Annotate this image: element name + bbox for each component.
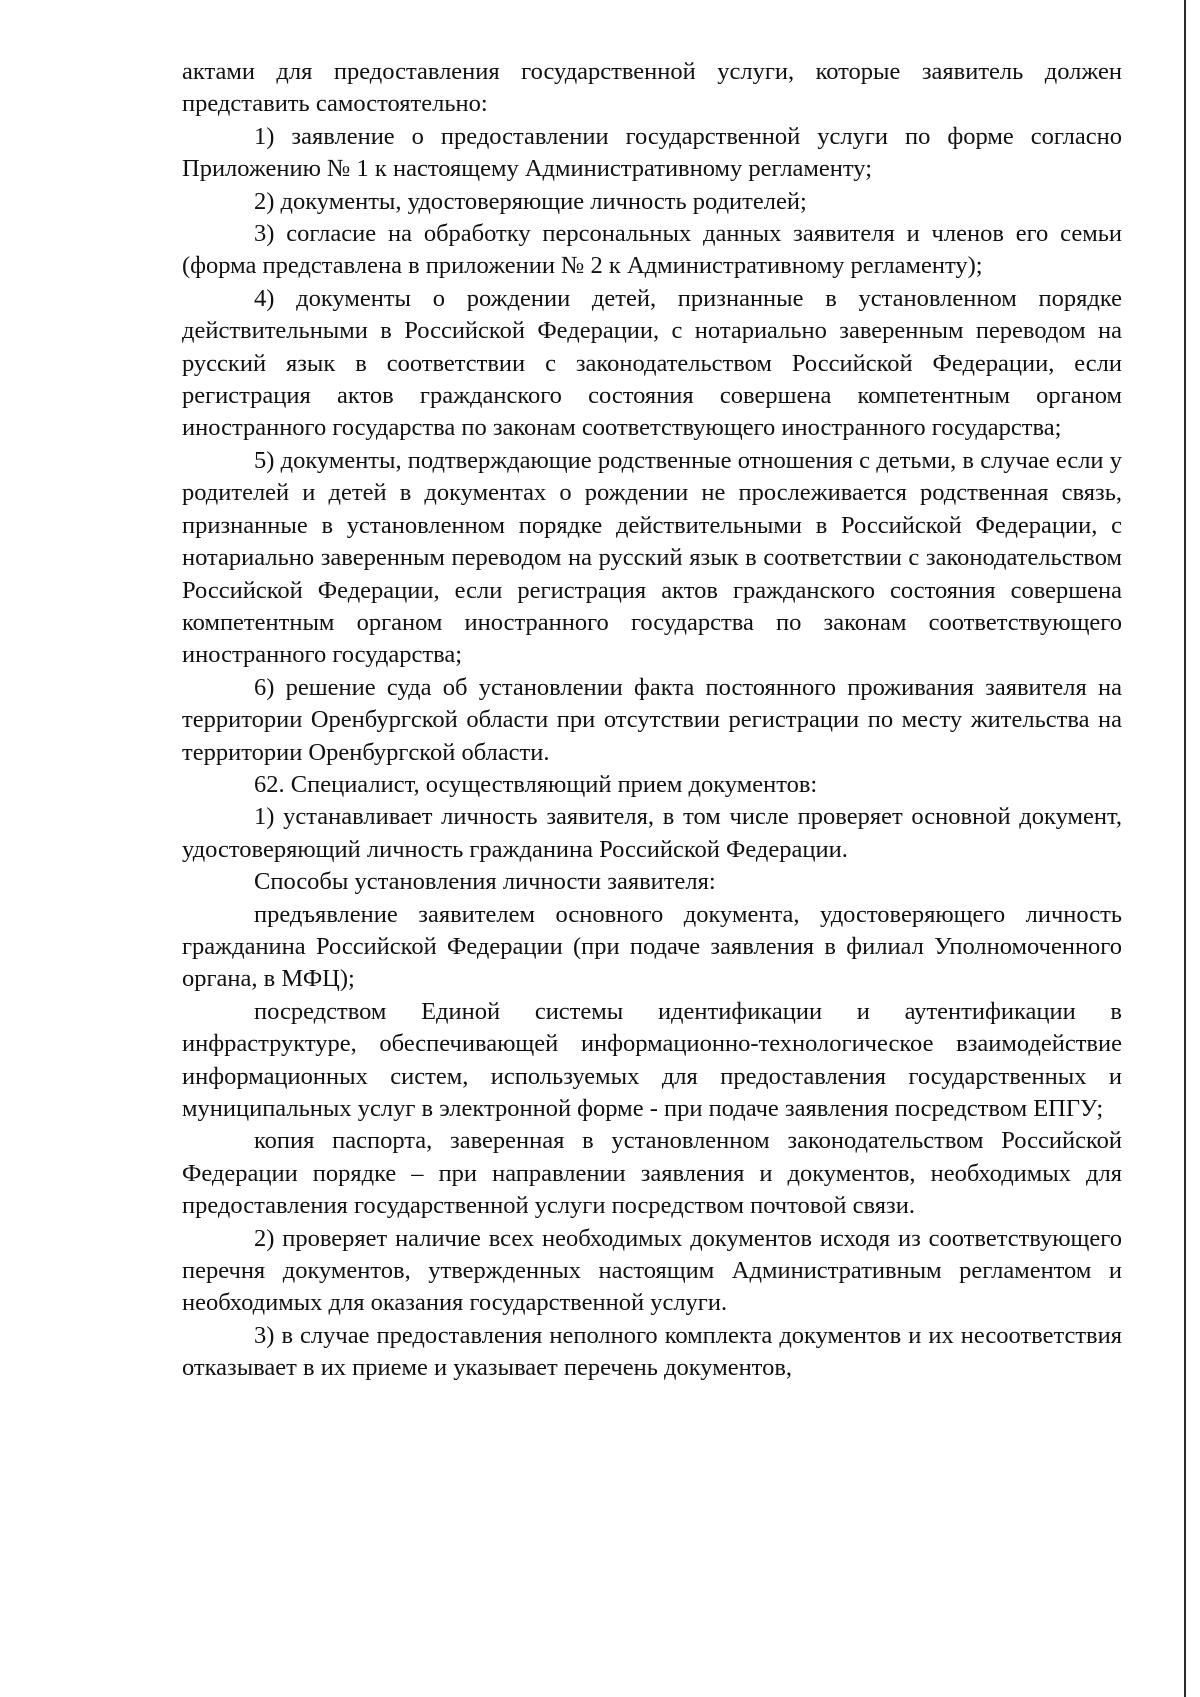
document-body [182, 56, 1122, 1385]
paragraph-method-in-person: предъявление заявителем основного документа, удостоверяющего личность гражданина Российской Федерации (при подаче заявления в филиал Уполномоченного органа, в МФЦ); [182, 900, 1122, 993]
paragraph-continuation: актами для предоставления государственной услуги, которые заявитель должен представить самостоятельно: [182, 58, 1122, 118]
paragraph-item-5: 5) документы, подтверждающие родственные отношения с детьми, в случае если у родителей и детей в документах о рождении не прослеживается родственная связь, признанные в установленном порядке действительными в Российской Федерации, с нотариально заверенным переводом на русский язык в соответствии с законодательством Российской Федерации, если регистрация актов гражданского состояния совершена компетентным органом иностранного государства по законам соответствующего иностранного государства; [182, 446, 1122, 669]
paragraph-item-4: 4) документы о рождении детей, признанные в установленном порядке действительными в Российской Федерации, с нотариально заверенным переводом на русский язык в соответствии с законодательством Российской Федерации, если регистрация актов гражданского состояния совершена компетентным органом иностранного государства по законам соответствующего иностранного государства; [182, 284, 1122, 442]
paragraph-method-esia: посредством Единой системы идентификации и аутентификации в инфраструктуре, обеспечивающей информационно-технологическое взаимодействие информационных систем, используемых для предоставления государственных и муниципальных услуг в электронной форме - при подаче заявления посредством ЕПГУ; [182, 997, 1122, 1122]
paragraph-item-2: 2) документы, удостоверяющие личность родителей; [254, 187, 807, 215]
paragraph-item-3: 3) согласие на обработку персональных данных заявителя и членов его семьи (форма представлена в приложении № 2 к Административному регламенту); [182, 220, 1122, 280]
paragraph-62-item-1: 1) устанавливает личность заявителя, в том числе проверяет основной документ, удостоверяющий личность гражданина Российской Федерации. [182, 803, 1122, 863]
paragraph-62-item-3: 3) в случае предоставления неполного комплекта документов и их несоответствия отказывает в их приеме и указывает перечень документов, [182, 1321, 1122, 1382]
paragraph-item-1: 1) заявление о предоставлении государственной услуги по форме согласно Приложению № 1 к настоящему Административному регламенту; [182, 122, 1122, 183]
paragraph-method-mail: копия паспорта, заверенная в установленном законодательством Российской Федерации порядке – при направлении заявления и документов, необходимых для предоставления государственной услуги посредством почтовой связи. [182, 1127, 1122, 1220]
scan-edge-line [1184, 0, 1186, 1697]
paragraph-identification-methods: Способы установления личности заявителя: [254, 868, 716, 896]
paragraph-section-62: 62. Специалист, осуществляющий прием документов: [254, 770, 818, 798]
paragraph-item-6: 6) решение суда об установлении факта постоянного проживания заявителя на территории Оренбургской области при отсутствии регистрации по месту жительства на территории Оренбургской области. [182, 673, 1122, 766]
paragraph-62-item-2: 2) проверяет наличие всех необходимых документов исходя из соответствующего перечня документов, утвержденных настоящим Административным регламентом и необходимых для оказания государственной услуги. [182, 1224, 1122, 1317]
